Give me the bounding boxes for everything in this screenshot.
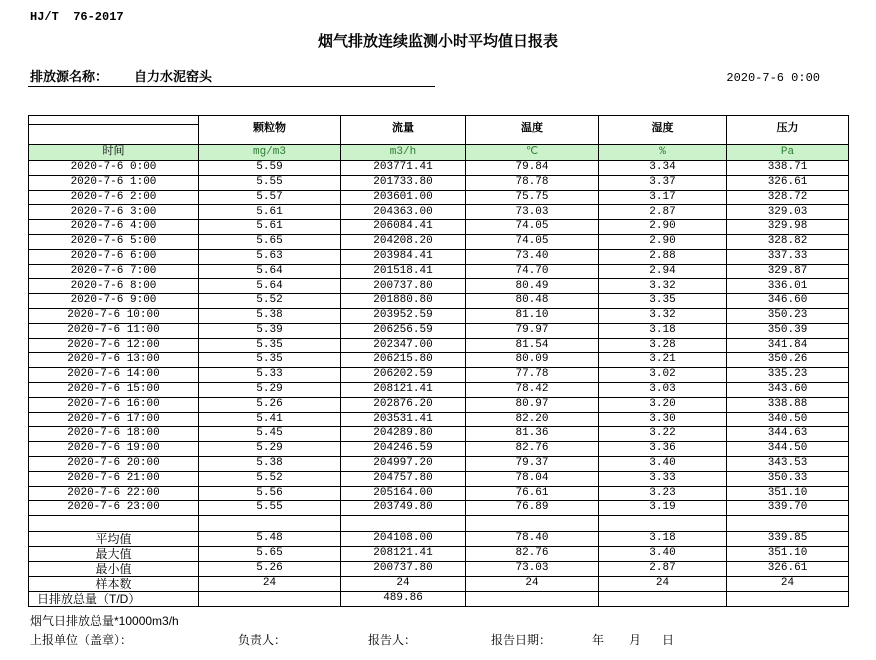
value-cell: 3.30 bbox=[599, 412, 727, 427]
summary-label-cell: 平均值 bbox=[29, 532, 199, 547]
value-cell: 3.17 bbox=[599, 190, 727, 205]
table-row bbox=[29, 279, 849, 294]
value-cell: 73.40 bbox=[466, 249, 599, 264]
value-cell: 350.26 bbox=[727, 353, 849, 368]
empty-cell bbox=[29, 516, 199, 532]
table-row bbox=[29, 205, 849, 220]
summary-row bbox=[29, 577, 849, 592]
unit-header-row bbox=[29, 145, 849, 161]
unit-flow: m3/h bbox=[341, 145, 466, 161]
table-row bbox=[29, 397, 849, 412]
value-cell: 3.02 bbox=[599, 368, 727, 383]
table-row bbox=[29, 427, 849, 442]
time-cell: 2020-7-6 20:00 bbox=[29, 456, 199, 471]
value-cell: 338.71 bbox=[727, 161, 849, 176]
value-cell: 5.39 bbox=[199, 323, 341, 338]
value-cell: 81.54 bbox=[466, 338, 599, 353]
time-cell: 2020-7-6 21:00 bbox=[29, 471, 199, 486]
value-cell: 3.34 bbox=[599, 161, 727, 176]
value-cell: 24 bbox=[727, 577, 849, 592]
value-cell: 344.50 bbox=[727, 442, 849, 457]
value-cell bbox=[199, 592, 341, 607]
value-cell: 5.38 bbox=[199, 308, 341, 323]
table-row bbox=[29, 234, 849, 249]
value-cell: 3.23 bbox=[599, 486, 727, 501]
table-row bbox=[29, 501, 849, 516]
value-cell: 200737.80 bbox=[341, 562, 466, 577]
footer-note: 烟气日排放总量*10000m3/h bbox=[30, 614, 179, 628]
value-cell: 208121.41 bbox=[341, 547, 466, 562]
standard-number: HJ/T 76-2017 bbox=[30, 10, 124, 24]
value-cell: 201733.80 bbox=[341, 175, 466, 190]
value-cell: 3.32 bbox=[599, 308, 727, 323]
value-cell: 3.18 bbox=[599, 532, 727, 547]
value-cell: 329.03 bbox=[727, 205, 849, 220]
time-cell: 2020-7-6 16:00 bbox=[29, 397, 199, 412]
value-cell bbox=[599, 592, 727, 607]
table-row bbox=[29, 249, 849, 264]
value-cell: 337.33 bbox=[727, 249, 849, 264]
value-cell: 208121.41 bbox=[341, 382, 466, 397]
col-header-flow: 流量 bbox=[341, 116, 466, 145]
value-cell: 77.78 bbox=[466, 368, 599, 383]
value-cell: 3.40 bbox=[599, 456, 727, 471]
value-cell: 203749.80 bbox=[341, 501, 466, 516]
value-cell: 24 bbox=[466, 577, 599, 592]
value-cell: 81.36 bbox=[466, 427, 599, 442]
value-cell: 204363.00 bbox=[341, 205, 466, 220]
value-cell: 206256.59 bbox=[341, 323, 466, 338]
value-cell: 350.23 bbox=[727, 308, 849, 323]
table-row bbox=[29, 220, 849, 235]
value-cell: 5.65 bbox=[199, 234, 341, 249]
value-cell: 5.41 bbox=[199, 412, 341, 427]
value-cell: 78.04 bbox=[466, 471, 599, 486]
value-cell: 82.76 bbox=[466, 442, 599, 457]
value-cell: 204997.20 bbox=[341, 456, 466, 471]
time-cell: 2020-7-6 1:00 bbox=[29, 175, 199, 190]
value-cell: 5.59 bbox=[199, 161, 341, 176]
value-cell: 3.28 bbox=[599, 338, 727, 353]
value-cell: 5.52 bbox=[199, 294, 341, 309]
time-cell: 2020-7-6 13:00 bbox=[29, 353, 199, 368]
value-cell: 203771.41 bbox=[341, 161, 466, 176]
time-cell: 2020-7-6 15:00 bbox=[29, 382, 199, 397]
value-cell: 2.87 bbox=[599, 205, 727, 220]
time-cell: 2020-7-6 17:00 bbox=[29, 412, 199, 427]
empty-cell bbox=[341, 516, 466, 532]
report-unit-label: 上报单位（盖章）： bbox=[30, 633, 133, 647]
value-cell: 80.97 bbox=[466, 397, 599, 412]
value-cell: 3.37 bbox=[599, 175, 727, 190]
value-cell: 343.53 bbox=[727, 456, 849, 471]
value-cell: 74.05 bbox=[466, 234, 599, 249]
report-date-label: 报告日期： bbox=[491, 633, 552, 647]
value-cell: 326.61 bbox=[727, 175, 849, 190]
value-cell: 204208.20 bbox=[341, 234, 466, 249]
time-cell: 2020-7-6 3:00 bbox=[29, 205, 199, 220]
value-cell: 5.55 bbox=[199, 175, 341, 190]
table-row bbox=[29, 353, 849, 368]
responsible-label: 负责人： bbox=[238, 633, 287, 647]
summary-label-cell: 日排放总量（T/D） bbox=[29, 592, 199, 607]
month-label: 月 bbox=[629, 633, 642, 647]
report-datetime: 2020-7-6 0:00 bbox=[726, 71, 820, 85]
value-cell: 2.94 bbox=[599, 264, 727, 279]
col-header-particulate: 颗粒物 bbox=[199, 116, 341, 145]
value-cell: 204289.80 bbox=[341, 427, 466, 442]
value-cell: 340.50 bbox=[727, 412, 849, 427]
time-cell: 2020-7-6 22:00 bbox=[29, 486, 199, 501]
value-cell: 24 bbox=[599, 577, 727, 592]
unit-pressure: Pa bbox=[727, 145, 849, 161]
value-cell: 5.65 bbox=[199, 547, 341, 562]
value-cell: 3.40 bbox=[599, 547, 727, 562]
value-cell: 5.48 bbox=[199, 532, 341, 547]
gap-section bbox=[29, 516, 849, 532]
value-cell: 79.37 bbox=[466, 456, 599, 471]
value-cell: 203984.41 bbox=[341, 249, 466, 264]
value-cell: 329.87 bbox=[727, 264, 849, 279]
time-cell: 2020-7-6 5:00 bbox=[29, 234, 199, 249]
value-cell: 3.35 bbox=[599, 294, 727, 309]
value-cell: 202347.00 bbox=[341, 338, 466, 353]
value-cell: 74.05 bbox=[466, 220, 599, 235]
value-cell: 3.33 bbox=[599, 471, 727, 486]
table-row bbox=[29, 412, 849, 427]
value-cell: 206084.41 bbox=[341, 220, 466, 235]
source-name: 自力水泥窑头 bbox=[134, 69, 213, 84]
value-cell: 3.32 bbox=[599, 279, 727, 294]
table-row bbox=[29, 456, 849, 471]
value-cell: 343.60 bbox=[727, 382, 849, 397]
data-rows bbox=[29, 161, 849, 516]
value-cell: 203531.41 bbox=[341, 412, 466, 427]
value-cell: 328.82 bbox=[727, 234, 849, 249]
value-cell: 81.10 bbox=[466, 308, 599, 323]
summary-label-cell: 最大值 bbox=[29, 547, 199, 562]
unit-temperature: ℃ bbox=[466, 145, 599, 161]
col-header-time: 时间 bbox=[29, 145, 199, 161]
value-cell: 5.35 bbox=[199, 338, 341, 353]
value-cell: 80.48 bbox=[466, 294, 599, 309]
report-title: 烟气排放连续监测小时平均值日报表 bbox=[317, 33, 558, 50]
value-cell: 202876.20 bbox=[341, 397, 466, 412]
value-cell: 328.72 bbox=[727, 190, 849, 205]
value-cell: 3.21 bbox=[599, 353, 727, 368]
value-cell: 339.85 bbox=[727, 532, 849, 547]
value-cell: 5.64 bbox=[199, 264, 341, 279]
time-cell: 2020-7-6 9:00 bbox=[29, 294, 199, 309]
source-row bbox=[30, 66, 848, 85]
table-row bbox=[29, 190, 849, 205]
value-cell: 3.22 bbox=[599, 427, 727, 442]
time-cell: 2020-7-6 11:00 bbox=[29, 323, 199, 338]
value-cell: 204108.00 bbox=[341, 532, 466, 547]
header-divider bbox=[28, 86, 435, 87]
value-cell: 344.63 bbox=[727, 427, 849, 442]
value-cell: 75.75 bbox=[466, 190, 599, 205]
empty-row bbox=[29, 516, 849, 532]
value-cell: 3.36 bbox=[599, 442, 727, 457]
value-cell: 204757.80 bbox=[341, 471, 466, 486]
empty-cell bbox=[199, 516, 341, 532]
summary-label-cell: 样本数 bbox=[29, 577, 199, 592]
value-cell: 3.19 bbox=[599, 501, 727, 516]
summary-row bbox=[29, 547, 849, 562]
value-cell: 5.61 bbox=[199, 220, 341, 235]
table-row bbox=[29, 161, 849, 176]
value-cell: 489.86 bbox=[341, 592, 466, 607]
empty-cell bbox=[727, 516, 849, 532]
value-cell: 5.55 bbox=[199, 501, 341, 516]
value-cell: 76.89 bbox=[466, 501, 599, 516]
value-cell bbox=[727, 592, 849, 607]
value-cell: 3.03 bbox=[599, 382, 727, 397]
value-cell: 341.84 bbox=[727, 338, 849, 353]
empty-cell bbox=[599, 516, 727, 532]
value-cell: 5.26 bbox=[199, 397, 341, 412]
value-cell: 3.18 bbox=[599, 323, 727, 338]
time-cell: 2020-7-6 14:00 bbox=[29, 368, 199, 383]
value-cell: 203952.59 bbox=[341, 308, 466, 323]
value-cell: 76.61 bbox=[466, 486, 599, 501]
value-cell: 335.23 bbox=[727, 368, 849, 383]
value-cell: 204246.59 bbox=[341, 442, 466, 457]
value-cell: 3.20 bbox=[599, 397, 727, 412]
value-cell: 2.90 bbox=[599, 220, 727, 235]
value-cell: 80.09 bbox=[466, 353, 599, 368]
value-cell: 5.45 bbox=[199, 427, 341, 442]
value-cell: 73.03 bbox=[466, 562, 599, 577]
table-row bbox=[29, 368, 849, 383]
value-cell: 329.98 bbox=[727, 220, 849, 235]
table-row bbox=[29, 175, 849, 190]
value-cell: 5.63 bbox=[199, 249, 341, 264]
value-cell: 5.29 bbox=[199, 442, 341, 457]
summary-label-cell: 最小值 bbox=[29, 562, 199, 577]
value-cell: 78.40 bbox=[466, 532, 599, 547]
value-cell: 2.88 bbox=[599, 249, 727, 264]
summary-row bbox=[29, 532, 849, 547]
value-cell: 5.64 bbox=[199, 279, 341, 294]
table-row bbox=[29, 308, 849, 323]
value-cell: 5.29 bbox=[199, 382, 341, 397]
value-cell: 5.61 bbox=[199, 205, 341, 220]
value-cell bbox=[466, 592, 599, 607]
header-row-top bbox=[29, 116, 849, 125]
col-header-humidity: 湿度 bbox=[599, 116, 727, 145]
value-cell: 78.78 bbox=[466, 175, 599, 190]
table-row bbox=[29, 323, 849, 338]
reporter-label: 报告人： bbox=[368, 633, 417, 647]
header-spacer-cell bbox=[29, 116, 199, 125]
value-cell: 346.60 bbox=[727, 294, 849, 309]
value-cell: 2.90 bbox=[599, 234, 727, 249]
value-cell: 351.10 bbox=[727, 486, 849, 501]
value-cell: 5.38 bbox=[199, 456, 341, 471]
value-cell: 336.01 bbox=[727, 279, 849, 294]
time-cell: 2020-7-6 12:00 bbox=[29, 338, 199, 353]
value-cell: 206215.80 bbox=[341, 353, 466, 368]
value-cell: 339.70 bbox=[727, 501, 849, 516]
value-cell: 203601.00 bbox=[341, 190, 466, 205]
monitoring-table bbox=[28, 115, 849, 607]
value-cell: 79.84 bbox=[466, 161, 599, 176]
value-cell: 79.97 bbox=[466, 323, 599, 338]
time-cell: 2020-7-6 8:00 bbox=[29, 279, 199, 294]
time-cell: 2020-7-6 19:00 bbox=[29, 442, 199, 457]
source-label: 排放源名称： bbox=[30, 69, 109, 84]
value-cell: 351.10 bbox=[727, 547, 849, 562]
value-cell: 24 bbox=[199, 577, 341, 592]
value-cell: 80.49 bbox=[466, 279, 599, 294]
value-cell: 205164.00 bbox=[341, 486, 466, 501]
value-cell: 201880.80 bbox=[341, 294, 466, 309]
header-spacer-cell bbox=[29, 125, 199, 145]
summary-rows bbox=[29, 532, 849, 607]
value-cell: 5.26 bbox=[199, 562, 341, 577]
table-row bbox=[29, 338, 849, 353]
value-cell: 350.39 bbox=[727, 323, 849, 338]
summary-row bbox=[29, 562, 849, 577]
unit-humidity: % bbox=[599, 145, 727, 161]
value-cell: 78.42 bbox=[466, 382, 599, 397]
value-cell: 82.20 bbox=[466, 412, 599, 427]
empty-cell bbox=[466, 516, 599, 532]
time-cell: 2020-7-6 6:00 bbox=[29, 249, 199, 264]
time-cell: 2020-7-6 2:00 bbox=[29, 190, 199, 205]
value-cell: 5.33 bbox=[199, 368, 341, 383]
time-cell: 2020-7-6 0:00 bbox=[29, 161, 199, 176]
value-cell: 5.35 bbox=[199, 353, 341, 368]
value-cell: 200737.80 bbox=[341, 279, 466, 294]
value-cell: 350.33 bbox=[727, 471, 849, 486]
summary-row bbox=[29, 592, 849, 607]
value-cell: 73.03 bbox=[466, 205, 599, 220]
value-cell: 5.57 bbox=[199, 190, 341, 205]
table-row bbox=[29, 382, 849, 397]
time-cell: 2020-7-6 4:00 bbox=[29, 220, 199, 235]
value-cell: 326.61 bbox=[727, 562, 849, 577]
table-row bbox=[29, 442, 849, 457]
year-label: 年 bbox=[592, 633, 605, 647]
value-cell: 5.52 bbox=[199, 471, 341, 486]
col-header-pressure: 压力 bbox=[727, 116, 849, 145]
day-label: 日 bbox=[662, 633, 675, 647]
unit-particulate: mg/m3 bbox=[199, 145, 341, 161]
table-row bbox=[29, 471, 849, 486]
value-cell: 338.88 bbox=[727, 397, 849, 412]
table-row bbox=[29, 294, 849, 309]
value-cell: 2.87 bbox=[599, 562, 727, 577]
value-cell: 201518.41 bbox=[341, 264, 466, 279]
table-row bbox=[29, 486, 849, 501]
value-cell: 74.70 bbox=[466, 264, 599, 279]
time-cell: 2020-7-6 23:00 bbox=[29, 501, 199, 516]
time-cell: 2020-7-6 18:00 bbox=[29, 427, 199, 442]
col-header-temperature: 温度 bbox=[466, 116, 599, 145]
time-cell: 2020-7-6 7:00 bbox=[29, 264, 199, 279]
time-cell: 2020-7-6 10:00 bbox=[29, 308, 199, 323]
value-cell: 82.76 bbox=[466, 547, 599, 562]
table-row bbox=[29, 264, 849, 279]
value-cell: 206202.59 bbox=[341, 368, 466, 383]
value-cell: 24 bbox=[341, 577, 466, 592]
value-cell: 5.56 bbox=[199, 486, 341, 501]
